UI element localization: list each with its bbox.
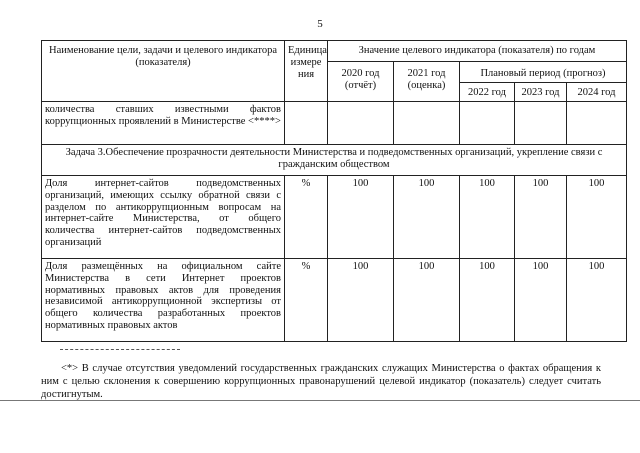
footnote bbox=[41, 363, 601, 401]
continued-row-v2021 bbox=[394, 102, 460, 145]
header-year-2022: 2022 год bbox=[460, 83, 515, 102]
value-2021: 100 bbox=[394, 176, 460, 259]
header-unit-cell: Единица измере ния bbox=[285, 41, 328, 102]
table-row bbox=[42, 259, 627, 342]
value-2020: 100 bbox=[328, 176, 394, 259]
value-2021: 100 bbox=[394, 259, 460, 342]
indicator-table bbox=[41, 40, 627, 342]
header-year-2020: 2020 год (отчёт) bbox=[328, 62, 394, 102]
continued-row-v2022 bbox=[460, 102, 515, 145]
continued-row-v2020 bbox=[328, 102, 394, 145]
continued-row-v2024 bbox=[567, 102, 627, 145]
indicator-unit: % bbox=[285, 176, 328, 259]
header-year-2021: 2021 год (оценка) bbox=[394, 62, 460, 102]
value-2024: 100 bbox=[567, 259, 627, 342]
continued-row bbox=[42, 102, 627, 145]
indicator-unit: % bbox=[285, 259, 328, 342]
task-row bbox=[42, 145, 627, 176]
header-name-cell: Наименование цели, задачи и целевого индикатора (показателя) bbox=[42, 41, 285, 102]
header-year-2023: 2023 год bbox=[515, 83, 567, 102]
value-2022: 100 bbox=[460, 176, 515, 259]
header-values-group: Значение целевого индикатора (показателя) по годам bbox=[328, 41, 627, 62]
continued-row-name: количества ставших известными фактов коррупционных проявлений в Министерстве <****> bbox=[42, 102, 285, 145]
value-2020: 100 bbox=[328, 259, 394, 342]
value-2023: 100 bbox=[515, 259, 567, 342]
continued-row-v2023 bbox=[515, 102, 567, 145]
footnote-text: <*> В случае отсутствия уведомлений государственных гражданских служащих Министерства о фактах обращения к ним с целью склонения к совершению коррупционных правонарушений целевой индикатор (показатель) следует считать достигнутым. bbox=[41, 363, 601, 400]
page-number: 5 bbox=[317, 18, 323, 30]
value-2023: 100 bbox=[515, 176, 567, 259]
indicator-name: Доля интернет-сайтов подведомственных организаций, имеющих ссылку обратной связи с разделом по антикоррупционным вопросам на интернет-сайте Министерства, от общего количества интернет-сайтов подведомственных организаций bbox=[42, 176, 285, 259]
header-row-1 bbox=[42, 41, 627, 62]
header-year-2024: 2024 год bbox=[567, 83, 627, 102]
task-3-title: Задача 3.Обеспечение прозрачности деятельности Министерства и подведомственных организаций, укрепление связи с гражданским обществом bbox=[42, 145, 627, 176]
table-row bbox=[42, 176, 627, 259]
header-plan-group: Плановый период (прогноз) bbox=[460, 62, 627, 83]
value-2024: 100 bbox=[567, 176, 627, 259]
continued-row-unit bbox=[285, 102, 328, 145]
footnote-separator bbox=[60, 349, 180, 350]
page-bottom-rule bbox=[0, 400, 640, 401]
value-2022: 100 bbox=[460, 259, 515, 342]
indicator-name: Доля размещённых на официальном сайте Министерства в сети Интернет проектов нормативных правовых актов для проведения независимой антикоррупционной экспертизы от общего количества разработанных проектов нормативных правовых актов bbox=[42, 259, 285, 342]
